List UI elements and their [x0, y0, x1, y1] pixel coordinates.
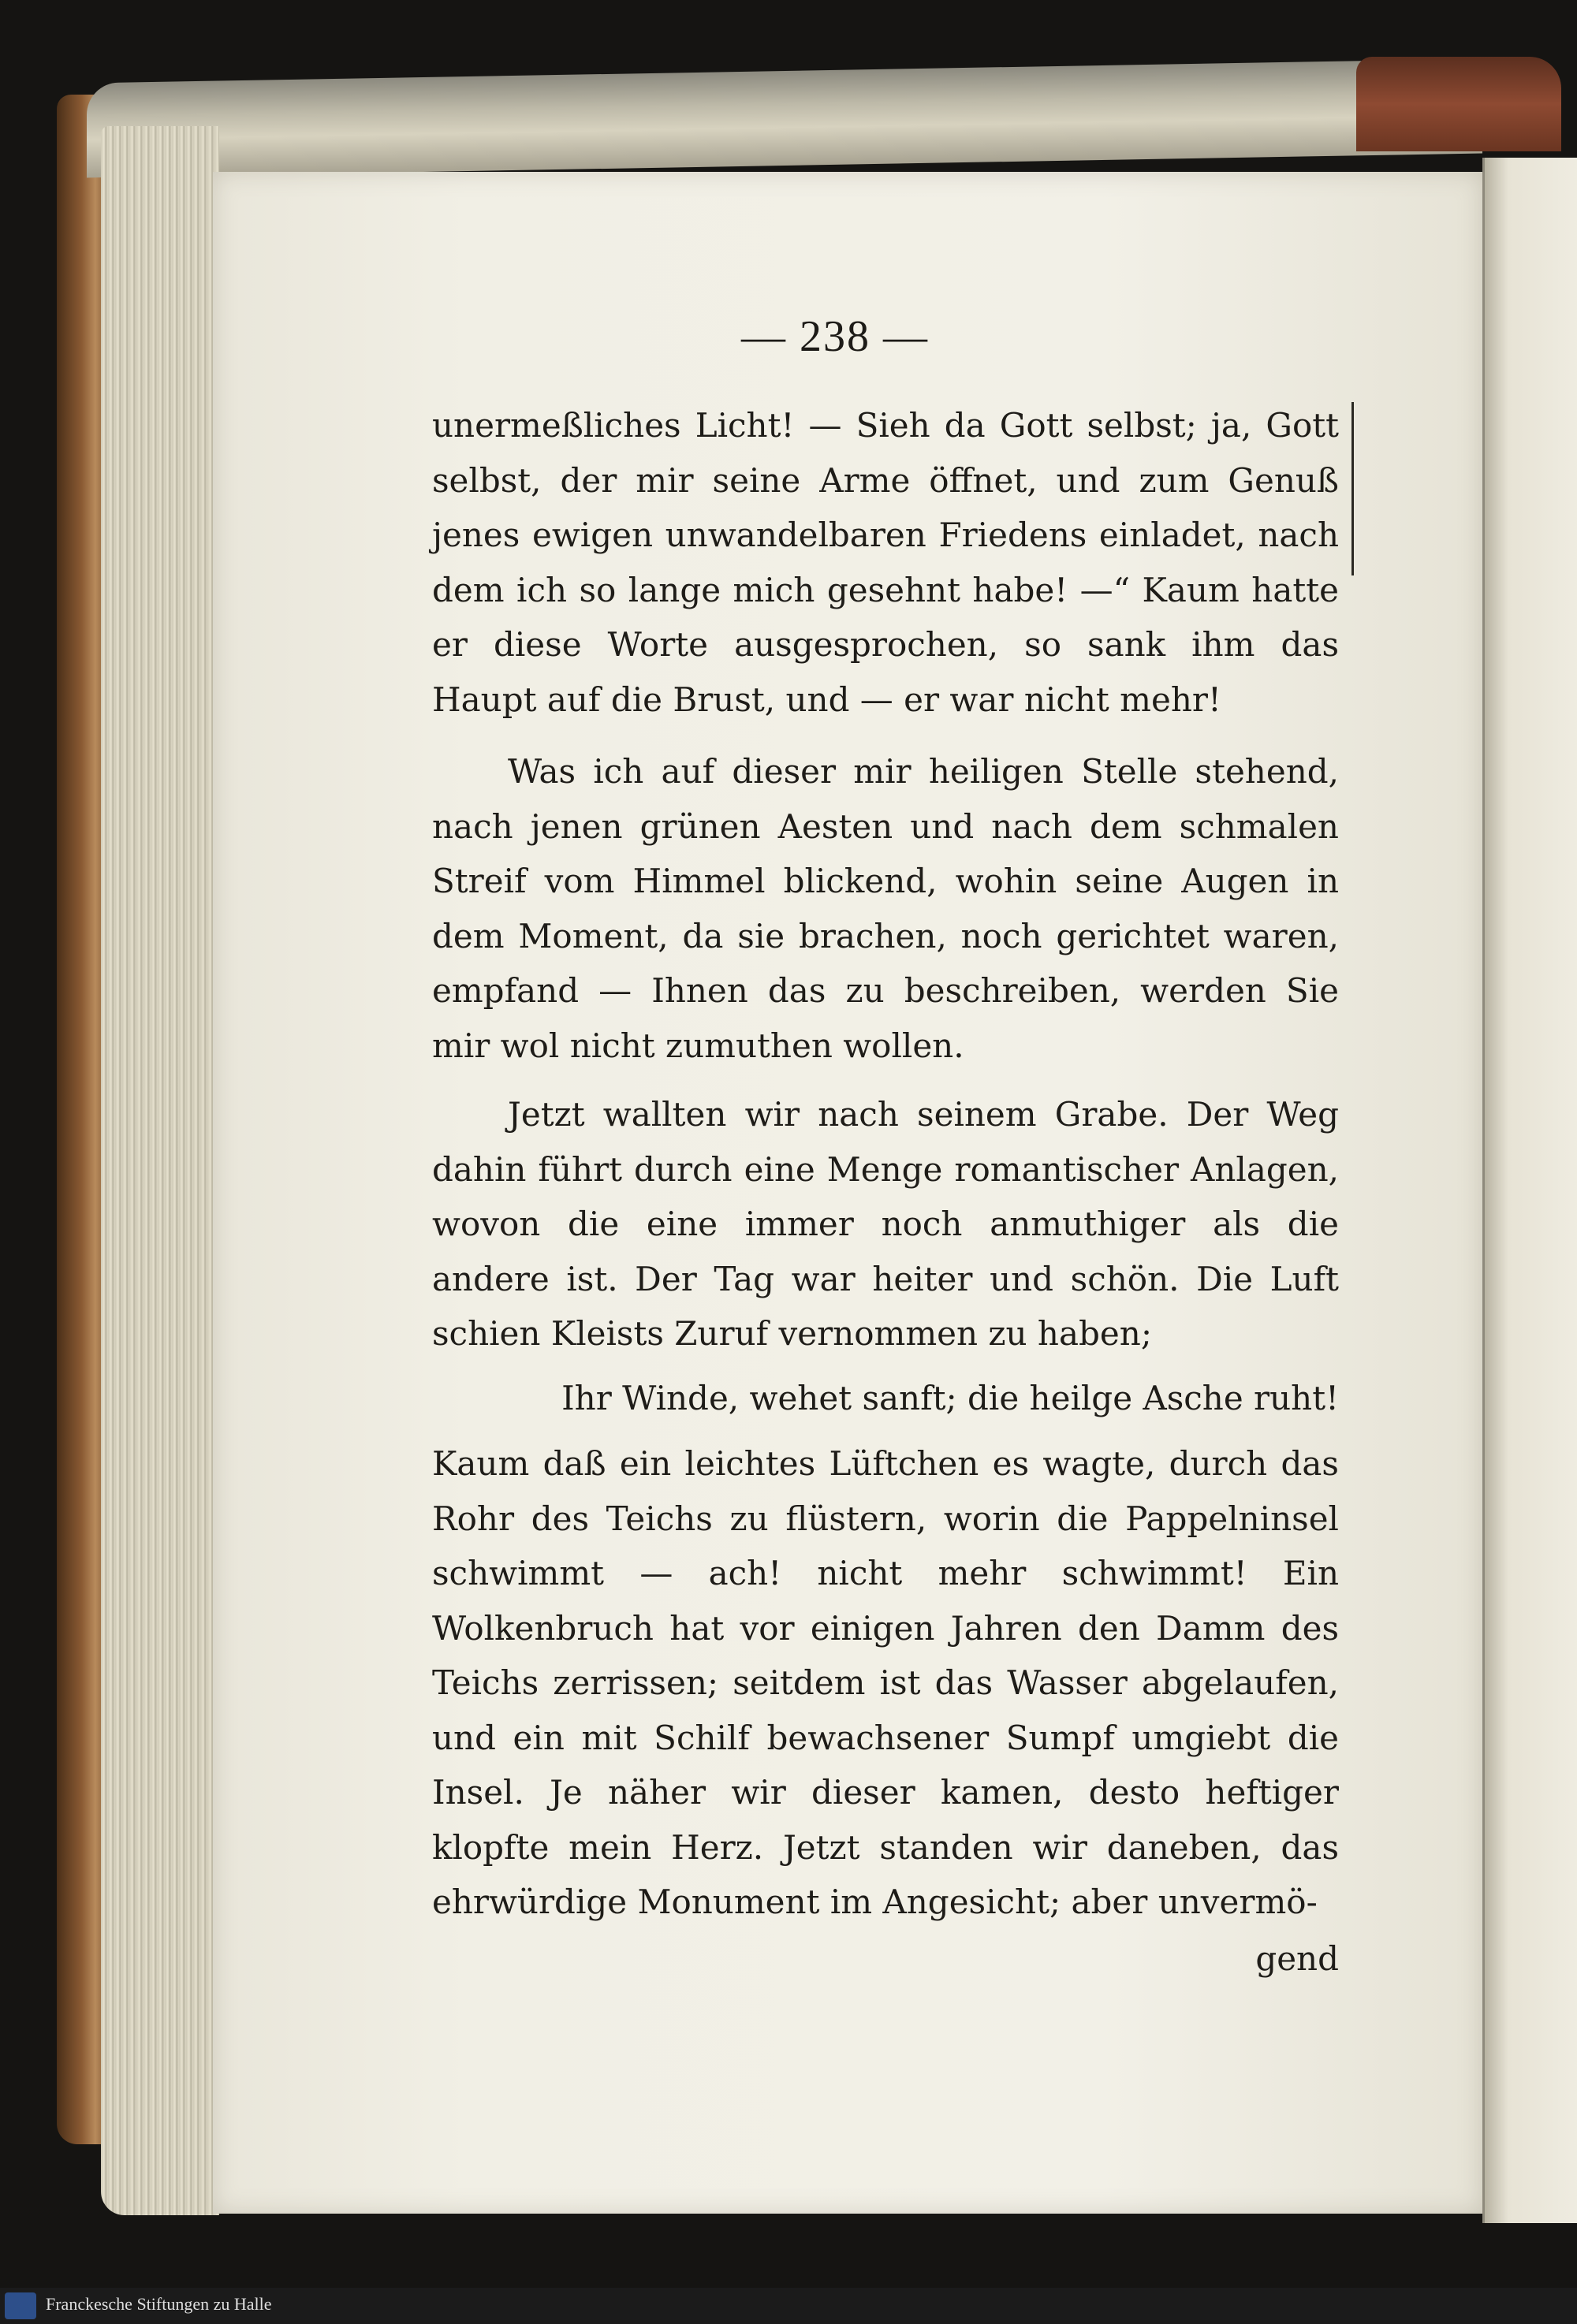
- institution-credit: Franckesche Stiftungen zu Halle: [46, 2294, 272, 2314]
- paragraph-3: Jetzt wallten wir nach seinem Grabe. Der Weg dahin führt durch eine Menge romantischer Anlagen, wovon die eine immer noch anmuthiger als die andere ist. Der Tag war heiter und schön. Die Luft schien Kleists Zuruf vernommen zu haben;: [432, 1095, 1339, 1353]
- page-number: — 238 —: [741, 312, 929, 361]
- page-text: [432, 398, 1339, 1986]
- page-block-top-edge: [87, 59, 1482, 178]
- facing-page-edge: [1482, 158, 1577, 2223]
- paragraph-2: Was ich auf dieser mir heiligen Stelle stehend, nach jenen grünen Aesten und nach dem schmalen Streif vom Himmel blickend, wohin seine Augen in dem Moment, da sie brachen, noch gerichtet waren, empfand — Ihnen das zu beschreiben, werden Sie mir wol nicht zumuthen wollen.: [432, 752, 1339, 1065]
- leather-spine-corner: [1356, 57, 1561, 151]
- verse-quote: Ihr Winde, wehet sanft; die heilge Asche ruht!: [561, 1378, 1339, 1417]
- institution-logo-icon: [5, 2292, 36, 2319]
- paragraph-1: unermeßliches Licht! — Sieh da Gott selbst; ja, Gott selbst, der mir seine Arme öffnet, und zum Genuß jenes ewigen unwandelbaren Friedens einladet, nach dem ich so lange mich gesehnt habe! —“ Kaum hatte er diese Worte ausgesprochen, so sank ihm das Haupt auf die Brust, und — er war nicht mehr!: [432, 406, 1339, 719]
- marginal-rule: [1351, 402, 1354, 575]
- page-stack-edges: [101, 126, 219, 2215]
- paragraph-4: Kaum daß ein leichtes Lüftchen es wagte, durch das Rohr des Teichs zu flüstern, worin die Pappelninsel schwimmt — ach! nicht mehr schwimmt! Ein Wolkenbruch hat vor einigen Jahren den Damm des Teichs zerrissen; seitdem ist das Wasser abgelaufen, und ein mit Schilf bewachsener Sumpf umgiebt die Insel. Je näher wir dieser kamen, desto heftiger klopfte mein Herz. Jetzt standen wir daneben, das ehrwürdige Monument im Angesicht; aber unvermö-: [432, 1444, 1339, 1921]
- catchword: gend: [1255, 1939, 1339, 1978]
